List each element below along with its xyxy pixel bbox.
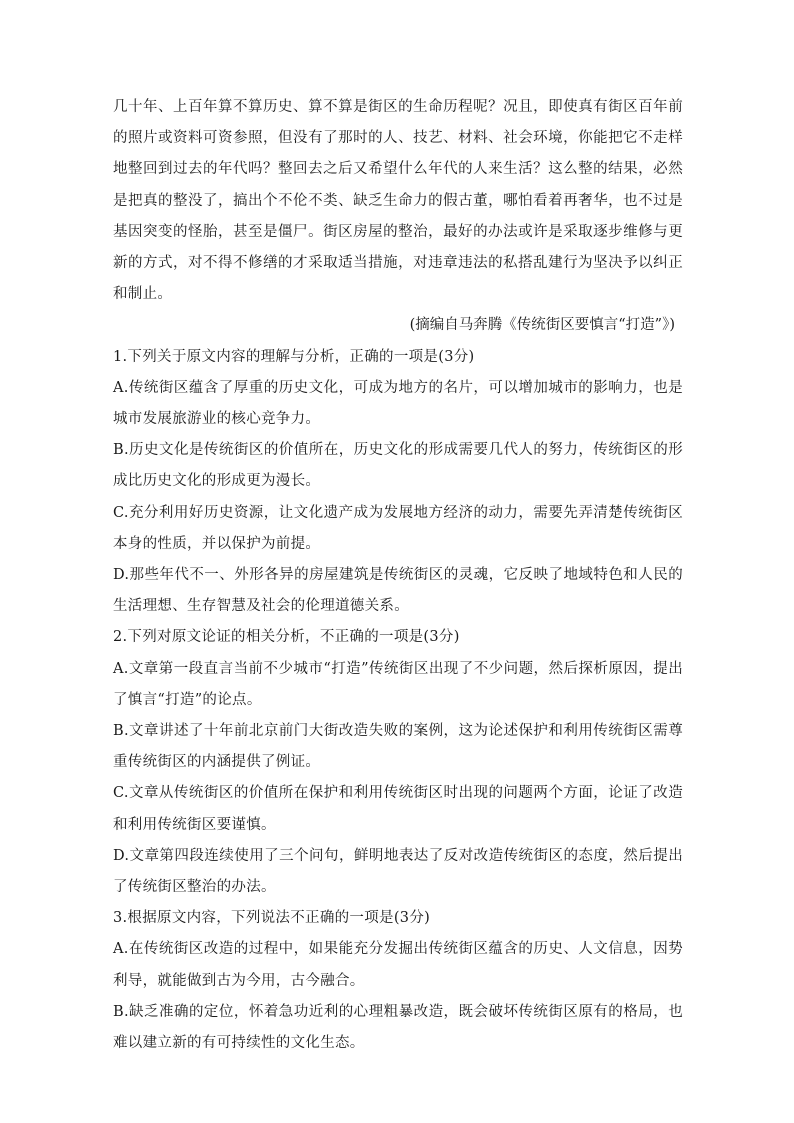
option-a: A.文章第一段直言当前不少城市“打造”传统街区出现了不少问题，然后探析原因，提出了慎言“打造”的论点。 <box>113 660 683 708</box>
option-c: C.文章从传统街区的价值所在保护和利用传统街区时出现的问题两个方面，论证了改造和利用传统街区要谨慎。 <box>113 785 683 833</box>
option-d: D.文章第四段连续使用了三个问句，鲜明地表达了反对改造传统街区的态度，然后提出了传统街区整治的办法。 <box>113 847 683 896</box>
option-b: B.缺乏准确的定位，怀着急功近利的心理粗暴改造，既会破坏传统街区原有的格局，也难以建立新的有可持续性的文化生态。 <box>113 1003 683 1052</box>
question-2 <box>113 622 683 903</box>
question-3 <box>113 903 683 1059</box>
question-stem: 2.下列对原文论证的相关分析，不正确的一项是(3分) <box>113 629 460 646</box>
passage-source: (摘编自马奔腾《传统街区要慎言“打造”》) <box>409 317 675 334</box>
option-a: A.在传统街区改造的过程中，如果能充分发掘出传统街区蕴含的历史、人文信息，因势利导，就能做到古为今用，古今融合。 <box>113 941 683 989</box>
option-d: D.那些年代不一、外形各异的房屋建筑是传统街区的灵魂，它反映了地域特色和人民的生活理想、生存智慧及社会的伦理道德关系。 <box>113 567 683 615</box>
question-stem: 3.根据原文内容，下列说法不正确的一项是(3分) <box>113 910 431 927</box>
option-b: B.文章讲述了十年前北京前门大街改造失败的案例，这为论述保护和利用传统街区需尊重传统街区的内涵提供了例证。 <box>113 723 683 771</box>
question-stem: 1.下列关于原文内容的理解与分析，正确的一项是(3分) <box>113 348 475 365</box>
option-c: C.充分利用好历史资源，让文化遗产成为发展地方经济的动力，需要先弄清楚传统街区本身的性质，并以保护为前提。 <box>113 504 683 552</box>
passage-paragraph: 几十年、上百年算不算历史、算不算是街区的生命历程呢？况且，即使真有街区百年前的照片或资料可资参照，但没有了那时的人、技艺、材料、社会环境，你能把它不走样地整回到过去的年代吗？整回去之后又希望什么年代的人来生活？这么整的结果，必然是把真的整没了，搞出个不伦不类、缺乏生命力的假古董，哪怕看着再奢华，也不过是基因突变的怪胎，甚至是僵尸。街区房屋的整治，最好的办法或许是采取逐步维修与更新的方式，对不得不修缮的才采取适当措施，对违章违法的私搭乱建行为坚决予以纠正和制止。 <box>113 99 683 303</box>
option-a: A.传统街区蕴含了厚重的历史文化，可成为地方的名片，可以增加城市的影响力，也是城市发展旅游业的核心竞争力。 <box>113 379 683 428</box>
question-1 <box>113 342 683 623</box>
option-b: B.历史文化是传统街区的价值所在，历史文化的形成需要几代人的努力，传统街区的形成比历史文化的形成更为漫长。 <box>113 442 683 490</box>
document-page <box>113 92 683 1059</box>
